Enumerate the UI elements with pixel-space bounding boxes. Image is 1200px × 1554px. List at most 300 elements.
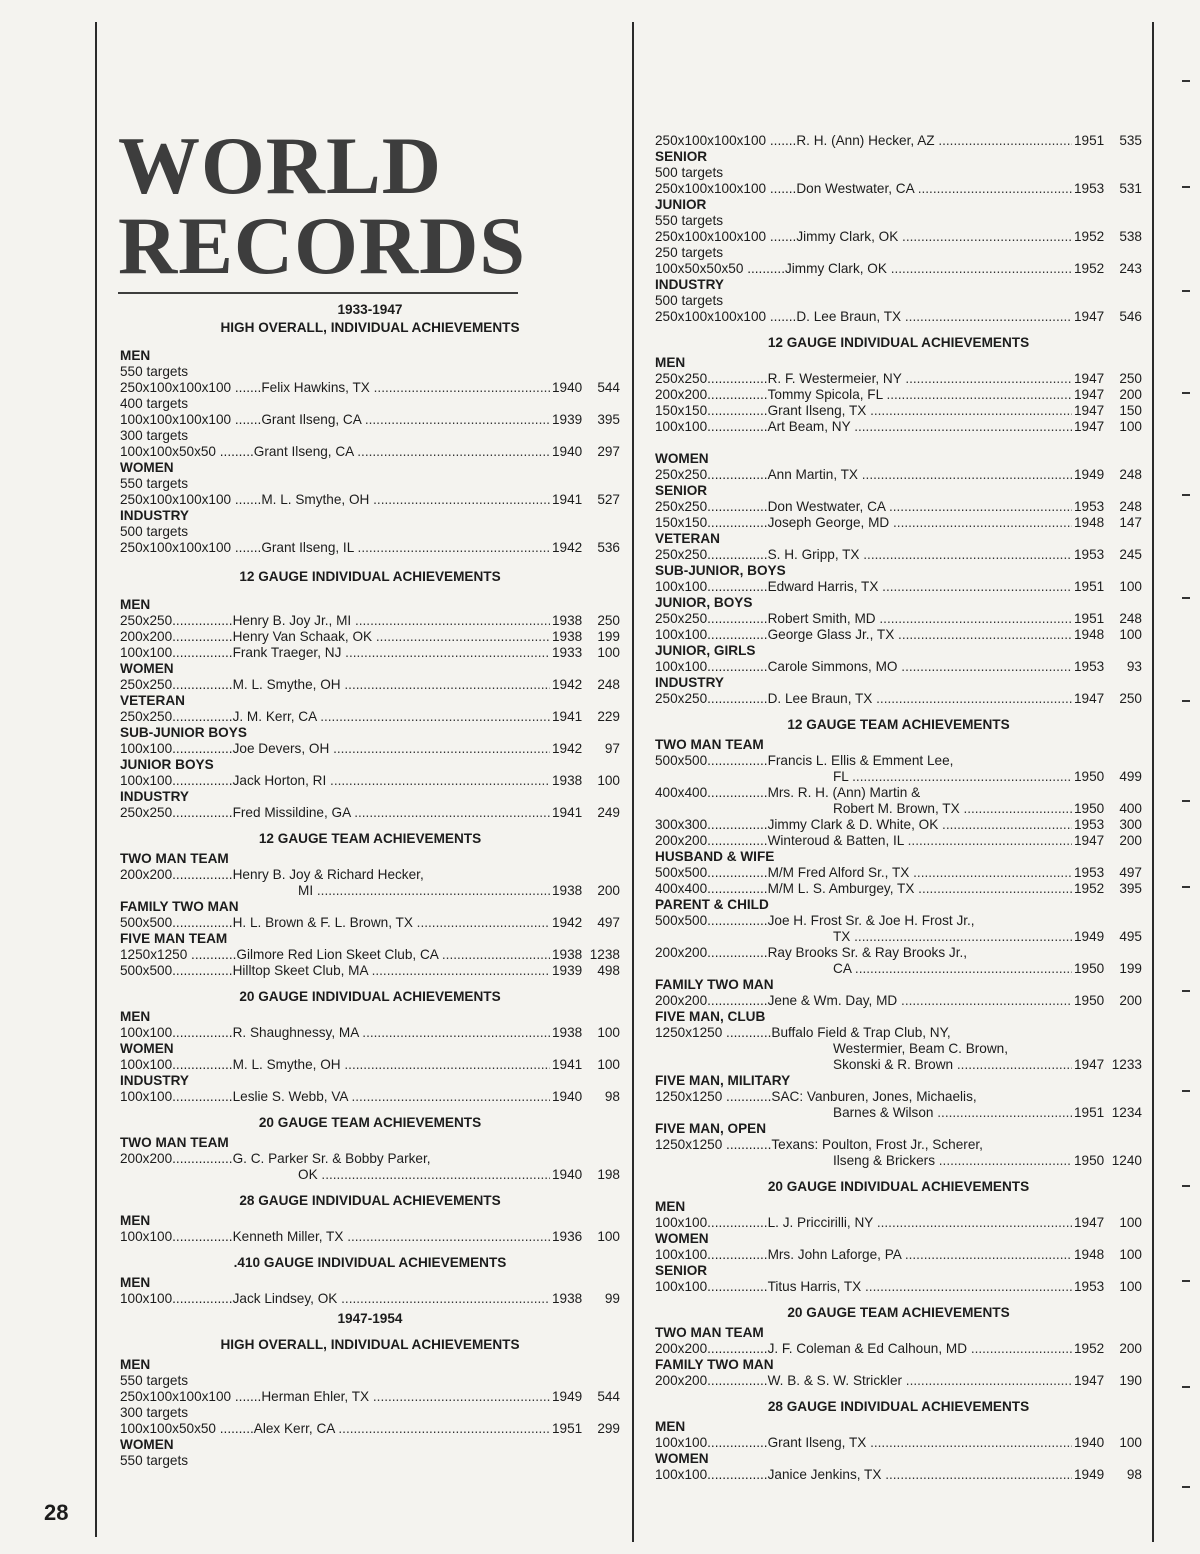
edge-mark [1182,392,1190,394]
record-year: 1953 [1074,659,1105,674]
record-score: 249 [597,805,620,820]
record-row [655,133,1142,149]
record-row [655,1057,1142,1073]
record-row [120,677,620,693]
record-holder: 200x200................Henry Van Schaak, OK ..... [120,629,550,645]
record-score: 527 [597,492,620,507]
category-label: MEN [120,348,151,363]
category-label: MEN [120,1009,151,1024]
record-text-line: Westermier, Beam C. Brown, [833,1041,1009,1056]
record-row [655,1153,1142,1169]
record-score: 199 [597,629,620,644]
record-holder: 250x250................Ann Martin, TX ..... [655,467,1072,483]
record-score: 200 [597,883,620,898]
record-row [655,229,1142,245]
record-score: 499 [1119,769,1142,784]
edge-mark [1182,1280,1190,1282]
record-score: 299 [597,1421,620,1436]
category-label: JUNIOR BOYS [120,757,214,772]
section-heading: 20 GAUGE TEAM ACHIEVEMENTS [787,1305,1010,1320]
record-score: 100 [1119,1215,1142,1230]
record-year: 1940 [552,1167,583,1182]
record-score: 538 [1119,229,1142,244]
record-holder: 100x100................Joe Devers, OH ..... [120,741,550,757]
record-score: 535 [1119,133,1142,148]
record-holder: 250x250................D. Lee Braun, TX ..... [655,691,1072,707]
category-label: TWO MAN TEAM [655,737,764,752]
record-row [120,645,620,661]
record-year: 1953 [1074,547,1105,562]
record-row [120,1389,620,1405]
record-holder: 150x150................Joseph George, MD ..... [655,515,1072,531]
record-year: 1949 [1074,1467,1105,1482]
record-holder: Robert M. Brown, TX ..... [833,801,1072,817]
record-holder: 500x500................H. L. Brown & F. L. Brown, TX ..... [120,915,550,931]
category-label: JUNIOR, BOYS [655,595,753,610]
record-year: 1933 [552,645,583,660]
record-year: 1938 [552,629,583,644]
record-score: 395 [597,412,620,427]
record-score: 1233 [1111,1057,1142,1072]
category-label: VETERAN [655,531,720,546]
record-holder: 100x100................Jack Horton, RI ..... [120,773,550,789]
record-score: 544 [597,1389,620,1404]
category-label: WOMEN [120,460,174,475]
record-holder: 250x250................Robert Smith, MD ..... [655,611,1072,627]
record-row [655,691,1142,707]
record-score: 245 [1119,547,1142,562]
record-row [120,492,620,508]
title-line-2: RECORDS [118,200,526,291]
record-holder: Barnes & Wilson ..... [833,1105,1072,1121]
record-score: 100 [1119,579,1142,594]
record-score: 100 [1119,1279,1142,1294]
record-score: 147 [1119,515,1142,530]
title-line-1: WORLD [118,120,442,211]
category-label: WOMEN [120,1437,174,1452]
record-year: 1947 [1074,1373,1105,1388]
record-holder: 100x100x50x50 .........Grant Ilseng, CA ..... [120,444,550,460]
category-label: MEN [120,1213,151,1228]
record-holder: 300x300................Jimmy Clark & D. White, OK ..... [655,817,1072,833]
record-holder: 150x150................Grant Ilseng, TX ..... [655,403,1072,419]
category-label: HUSBAND & WIFE [655,849,775,864]
record-holder: 100x100................Titus Harris, TX ..... [655,1279,1072,1295]
record-holder: 100x50x50x50 ..........Jimmy Clark, OK ..... [655,261,1072,277]
period-heading: 1933-1947 [337,302,403,317]
record-row [655,1215,1142,1231]
record-holder: MI ..... [298,883,550,899]
record-row [655,1105,1142,1121]
record-year: 1942 [552,741,583,756]
record-row [655,817,1142,833]
record-year: 1940 [552,444,583,459]
record-holder: 250x100x100x100 .......M. L. Smythe, OH ..... [120,492,550,508]
record-row [655,403,1142,419]
record-row [120,1229,620,1245]
record-year: 1952 [1074,229,1105,244]
category-label: WOMEN [655,1451,709,1466]
record-text-line: 200x200................G. C. Parker Sr. & Bobby Parker, [120,1151,431,1166]
record-holder: 100x100................Leslie S. Webb, VA ..... [120,1089,550,1105]
left-margin-rule [95,22,97,1537]
section-heading: HIGH OVERALL, INDIVIDUAL ACHIEVEMENTS [220,320,520,335]
record-holder: 100x100x50x50 .........Alex Kerr, CA ..... [120,1421,550,1437]
record-year: 1938 [552,947,583,962]
record-row [655,547,1142,563]
record-row [655,1279,1142,1295]
record-holder: 100x100................Art Beam, NY ..... [655,419,1072,435]
edge-mark [1182,1486,1190,1488]
record-holder: 100x100................Grant Ilseng, TX ..... [655,1435,1072,1451]
record-year: 1952 [1074,1341,1105,1356]
section-heading: 12 GAUGE TEAM ACHIEVEMENTS [787,717,1010,732]
record-score: 190 [1119,1373,1142,1388]
section-heading: 20 GAUGE TEAM ACHIEVEMENTS [258,1115,482,1130]
record-row [120,540,620,556]
record-holder: 100x100................L. J. Priccirilli, NY ..... [655,1215,1072,1231]
record-row [120,1089,620,1105]
record-score: 536 [597,540,620,555]
record-year: 1953 [1074,1279,1105,1294]
record-text-line: 500x500................Francis L. Ellis & Emment Lee, [655,753,954,768]
record-row [655,387,1142,403]
record-row [655,1341,1142,1357]
record-holder: 100x100................Kenneth Miller, TX ..... [120,1229,550,1245]
category-label: WOMEN [655,1231,709,1246]
record-holder: 250x250................R. F. Westermeier, NY ..... [655,371,1072,387]
record-year: 1940 [552,380,583,395]
record-text-line: 300 targets [120,1405,189,1420]
record-row [655,993,1142,1009]
record-year: 1949 [1074,929,1105,944]
record-year: 1942 [552,677,583,692]
record-row [655,881,1142,897]
center-column-rule [632,22,634,1542]
section-heading: 12 GAUGE INDIVIDUAL ACHIEVEMENTS [239,569,501,584]
record-year: 1951 [1074,1105,1105,1120]
record-score: 100 [1119,627,1142,642]
record-row [655,371,1142,387]
record-year: 1950 [1074,961,1105,976]
record-holder: 250x250................J. M. Kerr, CA ..... [120,709,550,725]
record-row [120,1057,620,1073]
record-year: 1940 [1074,1435,1105,1450]
category-label: MEN [655,355,686,370]
record-score: 200 [1119,387,1142,402]
record-year: 1936 [552,1229,583,1244]
section-heading: 28 GAUGE INDIVIDUAL ACHIEVEMENTS [767,1399,1030,1414]
record-score: 1240 [1111,1153,1142,1168]
record-year: 1949 [1074,467,1105,482]
record-text-line: 1250x1250 ............Buffalo Field & Trap Club, NY, [655,1025,951,1040]
record-row [120,915,620,931]
record-row [120,380,620,396]
record-holder: 100x100................Jack Lindsey, OK ..... [120,1291,550,1307]
record-score: 243 [1119,261,1142,276]
record-row [655,579,1142,595]
record-score: 199 [1119,961,1142,976]
record-score: 100 [597,1229,620,1244]
record-year: 1951 [552,1421,583,1436]
record-score: 250 [1119,691,1142,706]
record-row [120,629,620,645]
record-score: 546 [1119,309,1142,324]
record-text-line: 550 targets [120,364,189,379]
left-column [120,298,620,1469]
right-margin-rule [1152,22,1154,1542]
record-year: 1938 [552,1025,583,1040]
record-year: 1951 [1074,579,1105,594]
record-holder: 100x100................R. Shaughnessy, MA ..... [120,1025,550,1041]
record-text-line: 500 targets [120,524,189,539]
section-heading: 12 GAUGE INDIVIDUAL ACHIEVEMENTS [767,335,1030,350]
record-holder: 250x100x100x100 .......Don Westwater, CA ..... [655,181,1072,197]
record-row [120,947,620,963]
record-holder: 100x100................Janice Jenkins, TX ..... [655,1467,1072,1483]
category-label: INDUSTRY [655,277,724,292]
record-year: 1952 [1074,881,1105,896]
category-label: INDUSTRY [120,789,189,804]
record-text-line: 250 targets [655,245,724,260]
record-holder: 1250x1250 ............Gilmore Red Lion Skeet Club, CA ..... [120,947,550,963]
category-label: TWO MAN TEAM [655,1325,764,1340]
edge-mark [1182,1386,1190,1388]
record-holder: Skonski & R. Brown ..... [833,1057,1072,1073]
record-row [120,412,620,428]
record-score: 100 [1119,419,1142,434]
record-row [655,961,1142,977]
record-row [655,1435,1142,1451]
record-holder: 250x250................Don Westwater, CA ..... [655,499,1072,515]
category-label: TWO MAN TEAM [120,1135,229,1150]
category-label: JUNIOR [655,197,707,212]
record-holder: 200x200................J. F. Coleman & Ed Calhoun, MD ..... [655,1341,1072,1357]
record-text-line: 300 targets [120,428,189,443]
record-score: 200 [1119,993,1142,1008]
record-text-line: 500 targets [655,165,724,180]
record-holder: 200x200................W. B. & S. W. Strickler ..... [655,1373,1072,1389]
period-heading: 1947-1954 [337,1311,403,1326]
record-score: 495 [1119,929,1142,944]
record-row [120,1421,620,1437]
record-score: 544 [597,380,620,395]
record-score: 100 [597,773,620,788]
record-row [655,611,1142,627]
record-text-line: 550 targets [655,213,724,228]
edge-mark [1182,886,1190,888]
record-score: 250 [1119,371,1142,386]
record-row [655,1247,1142,1263]
record-year: 1947 [1074,1057,1105,1072]
record-score: 400 [1119,801,1142,816]
record-holder: 250x250................M. L. Smythe, OH ..... [120,677,550,693]
category-label: SENIOR [655,149,708,164]
category-label: INDUSTRY [655,675,724,690]
category-label: WOMEN [655,451,709,466]
record-holder: CA ..... [833,961,1072,977]
record-year: 1950 [1074,769,1105,784]
record-score: 248 [1119,611,1142,626]
record-row [655,659,1142,675]
record-holder: 100x100................M. L. Smythe, OH ..... [120,1057,550,1073]
edge-mark [1182,700,1190,702]
record-holder: 250x100x100x100 .......Grant Ilseng, IL ..... [120,540,550,556]
record-holder: Ilseng & Brickers ..... [833,1153,1072,1169]
category-label: FIVE MAN, OPEN [655,1121,767,1136]
record-row [120,613,620,629]
record-score: 497 [1119,865,1142,880]
category-label: MEN [655,1199,686,1214]
record-holder: 250x100x100x100 .......D. Lee Braun, TX ..... [655,309,1072,325]
record-score: 93 [1126,659,1142,674]
record-text-line: 200x200................Henry B. Joy & Richard Hecker, [120,867,424,882]
section-heading: 20 GAUGE INDIVIDUAL ACHIEVEMENTS [239,989,501,1004]
record-year: 1950 [1074,993,1105,1008]
record-year: 1948 [1074,515,1105,530]
record-holder: 200x200................Winteroud & Batten, IL ..... [655,833,1072,849]
record-row [655,865,1142,881]
record-year: 1940 [552,1089,583,1104]
record-holder: 500x500................M/M Fred Alford Sr., TX ..... [655,865,1072,881]
record-score: 100 [597,1057,620,1072]
record-year: 1947 [1074,309,1105,324]
record-year: 1947 [1074,691,1105,706]
record-year: 1941 [552,805,583,820]
record-score: 100 [597,645,620,660]
record-year: 1947 [1074,833,1105,848]
record-year: 1953 [1074,499,1105,514]
section-heading: 20 GAUGE INDIVIDUAL ACHIEVEMENTS [767,1179,1030,1194]
record-score: 248 [1119,467,1142,482]
record-holder: 250x100x100x100 .......Herman Ehler, TX ..... [120,1389,550,1405]
record-score: 97 [604,741,620,756]
record-holder: TX ..... [833,929,1072,945]
record-year: 1948 [1074,627,1105,642]
record-score: 498 [597,963,620,978]
edge-mark [1182,1185,1190,1187]
category-label: FIVE MAN TEAM [120,931,228,946]
record-row [120,741,620,757]
record-year: 1947 [1074,1215,1105,1230]
edge-mark [1182,186,1190,188]
record-score: 297 [597,444,620,459]
record-score: 248 [1119,499,1142,514]
edge-mark [1182,494,1190,496]
edge-mark [1182,290,1190,292]
record-score: 98 [604,1089,620,1104]
record-score: 300 [1119,817,1142,832]
edge-mark [1182,80,1190,82]
category-label: PARENT & CHILD [655,897,769,912]
record-text-line: 200x200................Ray Brooks Sr. & Ray Brooks Jr., [655,945,968,960]
record-score: 250 [597,613,620,628]
record-row [655,515,1142,531]
page-title [118,120,526,294]
category-label: FAMILY TWO MAN [120,899,239,914]
record-year: 1953 [1074,181,1105,196]
record-holder: 250x100x100x100 .......Felix Hawkins, TX ..... [120,380,550,396]
record-score: 99 [604,1291,620,1306]
record-holder: 400x400................M/M L. S. Amburgey, TX ..... [655,881,1072,897]
record-row [120,883,620,899]
category-label: FIVE MAN, MILITARY [655,1073,791,1088]
category-label: MEN [120,1357,151,1372]
record-year: 1938 [552,1291,583,1306]
record-score: 229 [597,709,620,724]
record-row [120,963,620,979]
record-row [120,1167,620,1183]
record-year: 1947 [1074,419,1105,434]
record-row [655,769,1142,785]
record-score: 100 [597,1025,620,1040]
record-row [655,929,1142,945]
record-text-line: 550 targets [120,1373,189,1388]
record-year: 1941 [552,1057,583,1072]
record-score: 200 [1119,833,1142,848]
record-year: 1951 [1074,611,1105,626]
record-score: 497 [597,915,620,930]
section-heading: 28 GAUGE INDIVIDUAL ACHIEVEMENTS [239,1193,501,1208]
record-year: 1947 [1074,403,1105,418]
page-number: 28 [44,1500,69,1525]
record-year: 1938 [552,613,583,628]
record-holder: 250x250................S. H. Gripp, TX ..... [655,547,1072,563]
record-holder: 250x250................Fred Missildine, GA ..... [120,805,550,821]
right-column [655,133,1142,1483]
record-year: 1938 [552,773,583,788]
record-year: 1942 [552,540,583,555]
record-holder: 250x100x100x100 .......Jimmy Clark, OK ..... [655,229,1072,245]
record-row [120,709,620,725]
record-year: 1939 [552,963,583,978]
category-label: MEN [120,597,151,612]
edge-mark [1182,1090,1190,1092]
record-holder: 500x500................Hilltop Skeet Club, MA ..... [120,963,550,979]
record-holder: 200x200................Jene & Wm. Day, MD ..... [655,993,1072,1009]
category-label: MEN [655,1419,686,1434]
record-holder: 100x100x100x100 .......Grant Ilseng, CA ..... [120,412,550,428]
record-row [120,805,620,821]
record-text-line: 550 targets [120,476,189,491]
record-row [120,1291,620,1307]
record-holder: 200x200................Tommy Spicola, FL ..... [655,387,1072,403]
category-label: SUB-JUNIOR, BOYS [655,563,786,578]
category-label: SENIOR [655,483,708,498]
record-year: 1941 [552,492,583,507]
record-year: 1953 [1074,817,1105,832]
record-row [120,444,620,460]
record-row [655,627,1142,643]
record-text-line: 1250x1250 ............Texans: Poulton, Frost Jr., Scherer, [655,1137,983,1152]
record-row [655,801,1142,817]
record-score: 1234 [1111,1105,1142,1120]
record-holder: 100x100................George Glass Jr., TX ..... [655,627,1072,643]
record-year: 1948 [1074,1247,1105,1262]
record-year: 1951 [1074,133,1105,148]
record-text-line: 400 targets [120,396,189,411]
record-score: 100 [1119,1435,1142,1450]
edge-mark [1182,800,1190,802]
category-label: WOMEN [120,661,174,676]
record-text-line: 500x500................Joe H. Frost Sr. & Joe H. Frost Jr., [655,913,975,928]
record-text-line: 400x400................Mrs. R. H. (Ann) Martin & [655,785,921,800]
record-row [120,773,620,789]
record-year: 1947 [1074,387,1105,402]
record-year: 1950 [1074,1153,1105,1168]
record-text-line: 1250x1250 ............SAC: Vanburen, Jones, Michaelis, [655,1089,977,1104]
record-row [655,261,1142,277]
